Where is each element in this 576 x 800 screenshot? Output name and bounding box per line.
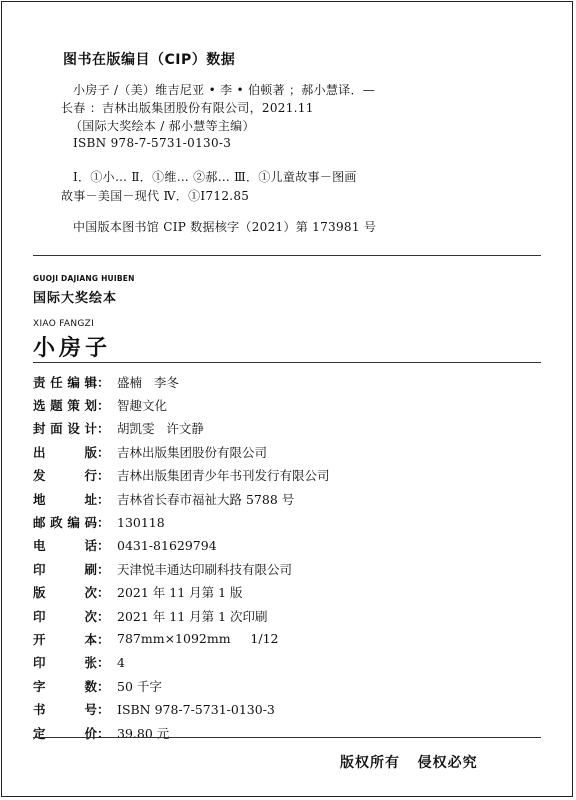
info-label: 印 张 ： <box>33 655 110 671</box>
info-row <box>33 697 553 720</box>
info-value: 胡凯雯 许文静 <box>117 421 204 437</box>
cip-line-isbn: ISBN 978-7-5731-0130-3 <box>73 136 232 150</box>
info-row <box>33 604 553 627</box>
info-label: 版 次 ： <box>33 585 110 601</box>
info-value: 天津悦丰通达印刷科技有限公司 <box>117 561 293 577</box>
cip-line-3: （国际大奖绘本 / 郝小慧等主编） <box>70 119 255 133</box>
divider-bottom <box>33 737 541 738</box>
info-label: 定 价 ： <box>33 725 110 741</box>
series-pinyin: GUOJI DAJIANG HUIBEN <box>33 274 135 283</box>
cip-line-record-number: 中国版本图书馆 CIP 数据核字（2021）第 173981 号 <box>73 220 377 234</box>
divider-top <box>33 255 541 256</box>
info-label: 出 版 ： <box>33 444 110 460</box>
info-value: 盛楠 李冬 <box>117 374 179 390</box>
info-row <box>33 510 553 533</box>
cip-title: 图书在版编目（CIP）数据 <box>63 52 236 68</box>
info-label: 印 刷 ： <box>33 561 110 577</box>
info-value: 0431-81629794 <box>117 537 217 553</box>
book-title-pinyin: XIAO FANGZI <box>33 319 95 329</box>
info-label: 印 次 ： <box>33 608 110 624</box>
info-row <box>33 627 553 650</box>
book-title: 小房子 <box>33 336 112 361</box>
info-value: 吉林出版集团股份有限公司 <box>117 444 268 460</box>
info-value: 2021 年 11 月第 1 版 <box>117 585 243 601</box>
info-value: 智趣文化 <box>117 398 168 414</box>
info-value: 50 千字 <box>117 678 162 694</box>
cip-line-classification-1: Ⅰ．①小… Ⅱ．①维… ②郝… Ⅲ．①儿童故事－图画 <box>73 170 357 184</box>
cip-line-classification-2: 故事－美国－现代 Ⅳ．①I712.85 <box>61 189 250 203</box>
info-row <box>33 440 553 463</box>
info-label: 书 号 ： <box>33 702 110 718</box>
info-value: 39.80 元 <box>117 725 170 741</box>
publication-info <box>33 370 553 744</box>
info-value: 吉林省长春市福祉大路 5788 号 <box>117 491 295 507</box>
info-value: 787mm×1092mm 1/12 <box>117 631 279 647</box>
info-label: 地 址 ： <box>33 491 110 507</box>
copyright-notice: 版权所有 侵权必究 <box>340 755 478 771</box>
info-row <box>33 581 553 604</box>
info-label: 开 本 ： <box>33 631 110 647</box>
info-label: 发 行 ： <box>33 468 110 484</box>
info-row <box>33 393 553 416</box>
info-row <box>33 674 553 697</box>
info-label: 字 数 ： <box>33 678 110 694</box>
series-name: 国际大奖绘本 <box>33 291 118 306</box>
info-label: 选 题 策 划 ： <box>33 398 110 414</box>
info-row <box>33 721 553 744</box>
info-value: 130118 <box>117 514 165 530</box>
info-label: 电 话 ： <box>33 538 110 554</box>
info-row <box>33 534 553 557</box>
info-row <box>33 464 553 487</box>
info-label: 封 面 设 计 ： <box>33 421 110 437</box>
info-row <box>33 557 553 580</box>
info-value: 4 <box>117 654 125 670</box>
info-value: 2021 年 11 月第 1 次印刷 <box>117 608 268 624</box>
info-row <box>33 651 553 674</box>
info-label: 责 任 编 辑 ： <box>33 374 110 390</box>
info-label: 邮 政 编 码 ： <box>33 515 110 531</box>
cip-line-1: 小房子 /（美）维吉尼亚 • 李 • 伯顿著 ；郝小慧译．— <box>73 83 376 97</box>
info-row <box>33 417 553 440</box>
info-value: 吉林出版集团青少年书刊发行有限公司 <box>117 468 330 484</box>
info-value: ISBN 978-7-5731-0130-3 <box>117 701 275 717</box>
divider-middle <box>33 362 541 363</box>
info-row <box>33 370 553 393</box>
cip-line-2: 长春 ：吉林出版集团股份有限公司，2021.11 <box>61 101 314 115</box>
info-row <box>33 487 553 510</box>
